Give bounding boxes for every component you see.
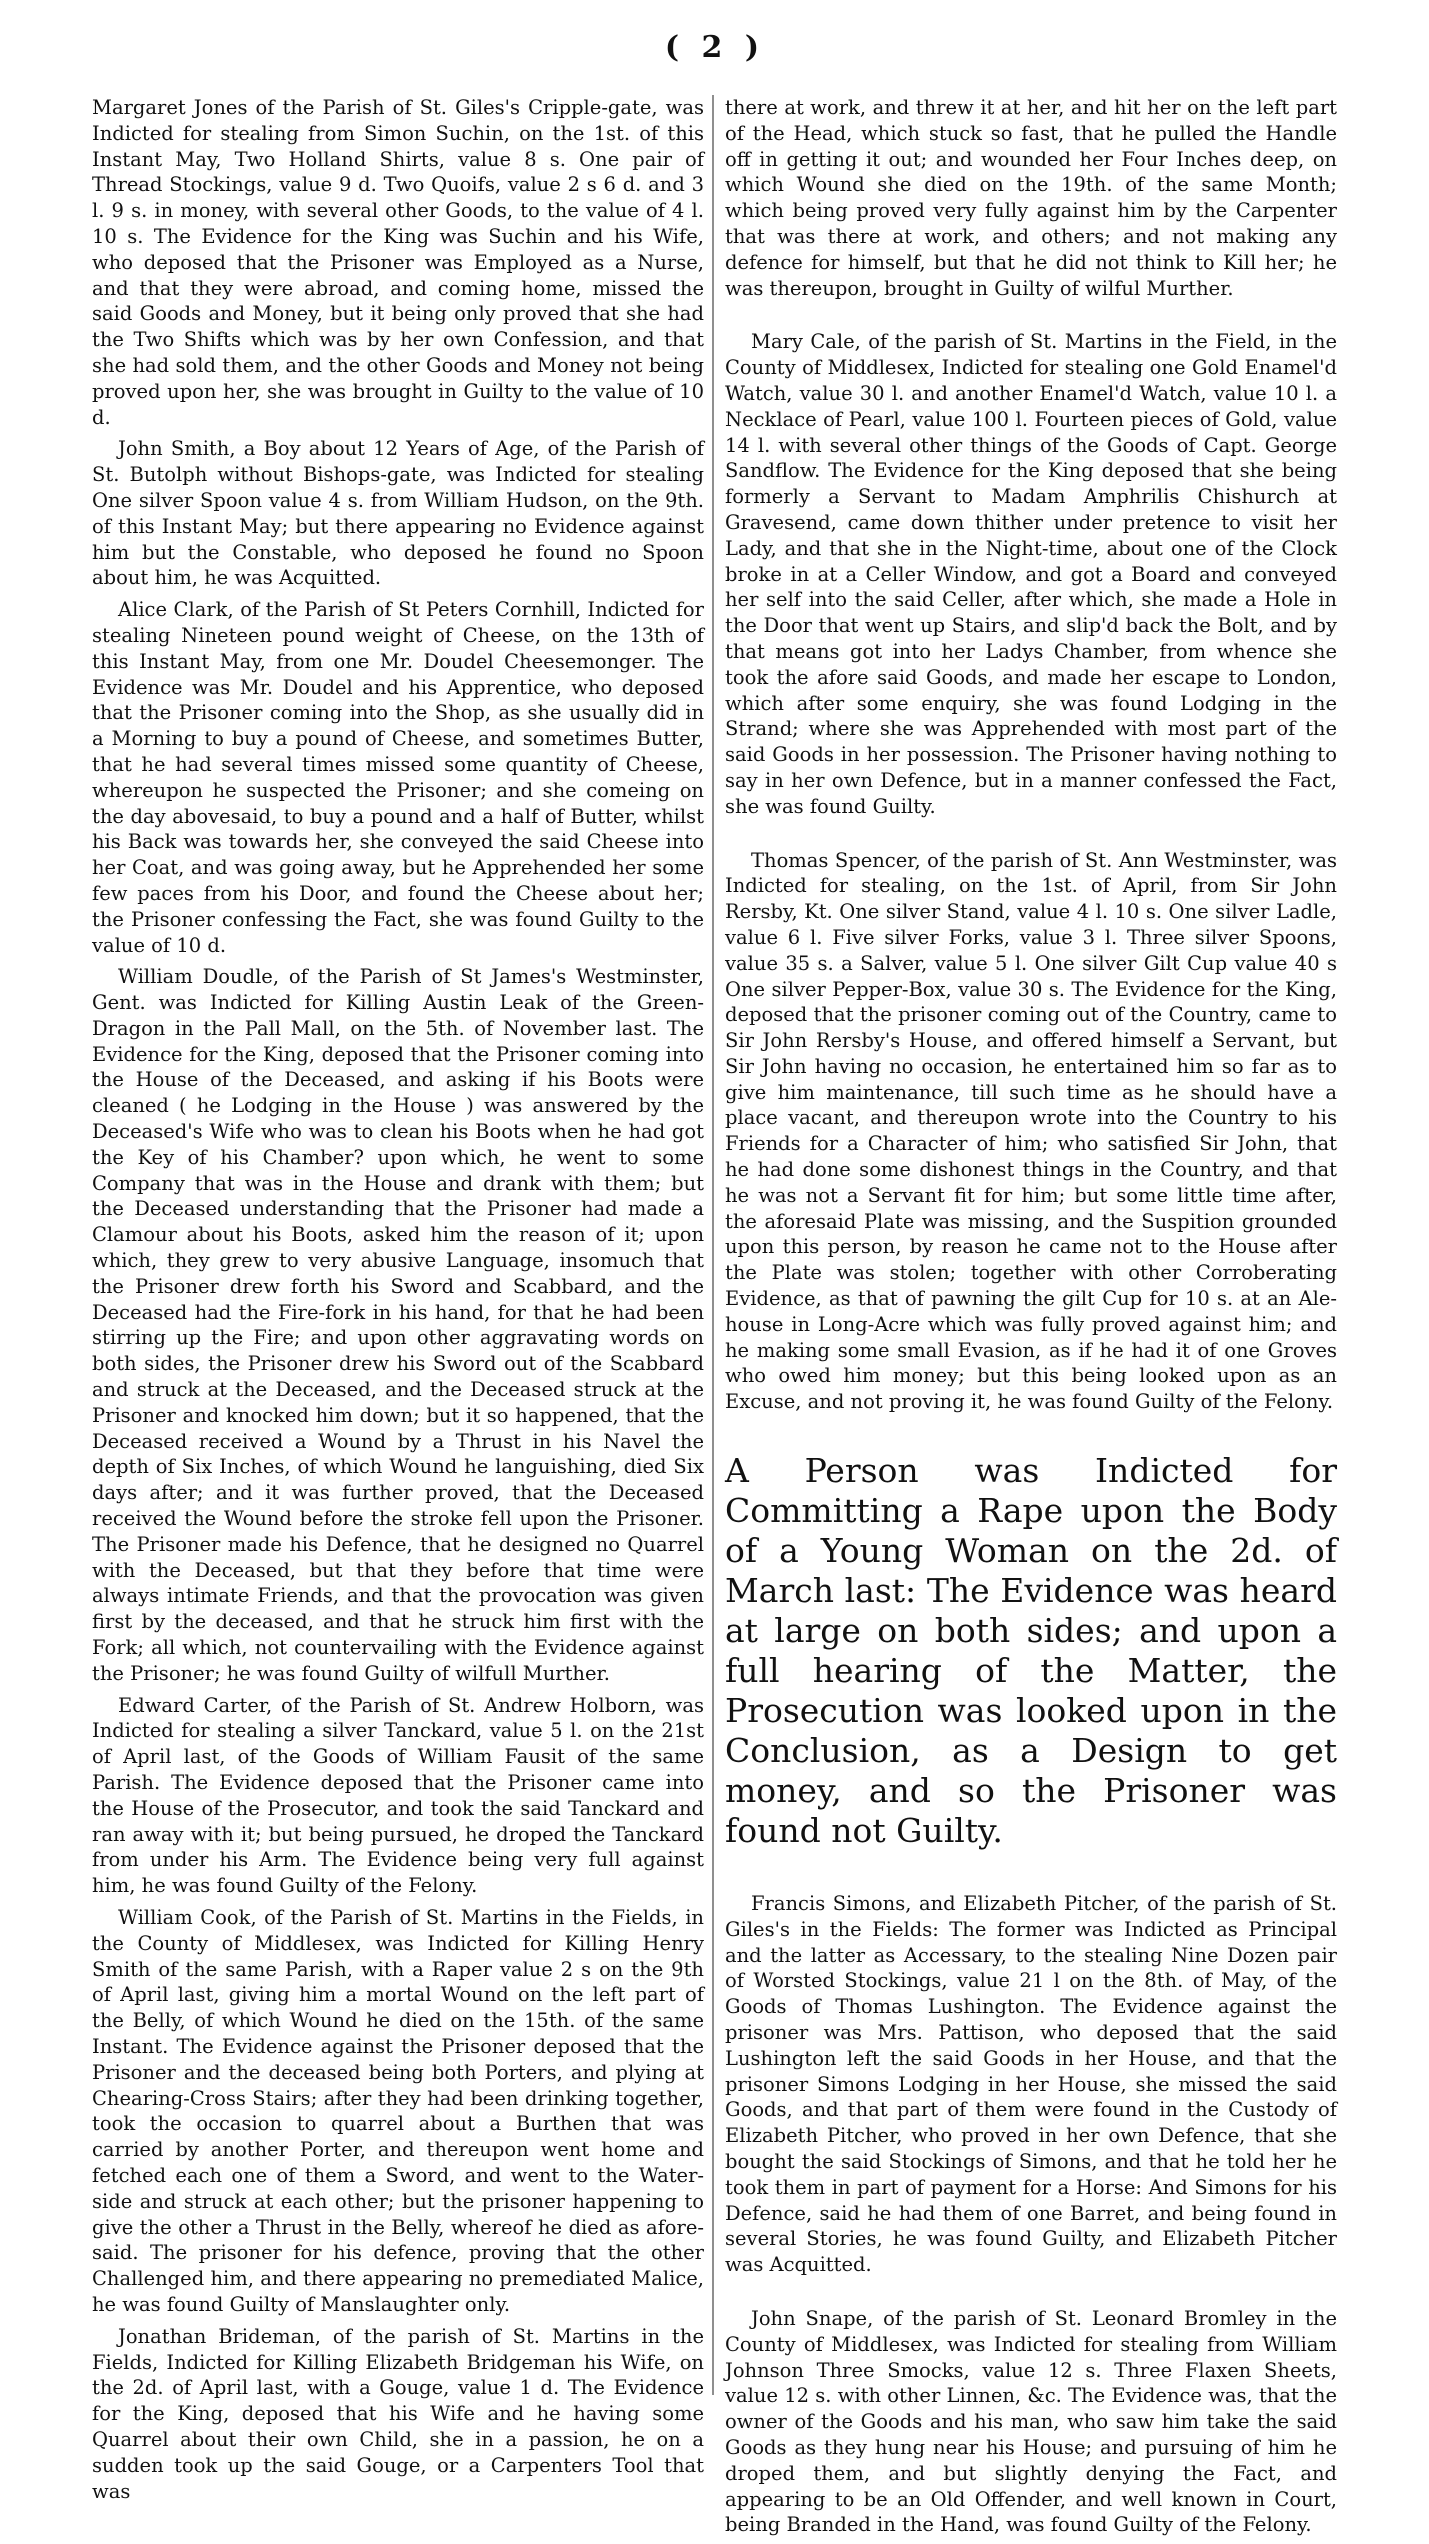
case-paragraph: Margaret Jones of the Parish of St. Giles's Cripple-gate, was Indicted for stealing from Simon Suchin, on the 1st. of this Instant May, Two Holland Shirts, value 8 s. One pair of Thread Stockings, value 9 d. Two Quoifs, value 2 s 6 d. and 3 l. 9 s. in money, with several other Goods, to the value of 4 l. 10 s. The Evidence for the King was Suchin and his Wife, who deposed that the Prisoner was Employed as a Nurse, and that they were abroad, and coming home, missed the said Goods and Money, but it being only proved that she had the Two Shifts which was by her own Confession, and that she had sold them, and the other Goods and Money not being proved upon her, she was brought in Guilty to the value of 10 d. [92,96,704,429]
case-paragraph: Francis Simons, and Elizabeth Pitcher, of the parish of St. Giles's in the Fields: The former was Indicted as Principal and the latter as Accessary, to the stealing Nine Dozen pair of Worsted Stockings, value 21 l on the 8th. of May, of the Goods of Thomas Lushington. The Evidence against the prisoner was Mrs. Pattison, who deposed that the said Lushington left the said Goods in her House, and that the prisoner Simons Lodging in her House, she missed the said Goods, and that part of them were found in the Custody of Elizabeth Pitcher, who proved in her own Defence, that she bought the said Stockings of Simons, and that he told her he took them in part of payment for a Horse: And Simons for his Defence, said he had them of one Barret, and being found in several Stories, he was found Guilty, and Elizabeth Pitcher was Acquitted. [725,1892,1337,2277]
case-paragraph: Mary Cale, of the parish of St. Martins in the Field, in the County of Middlesex, Indicted for stealing one Gold Enamel'd Watch, value 30 l. and another Enamel'd Watch, value 10 l. a Necklace of Pearl, value 100 l. Fourteen pieces of Gold, value 14 l. with several other things of the Goods of Capt. George Sandflow. The Evidence for the King deposed that she being formerly a Servant to Madam Amphrilis Chishurch at Gravesend, came down thither under pretence to visit her Lady, and that she in the Night-time, about one of the Clock broke in at a Celler Window, and got a Board and conveyed her self into the said Celler, after which, she made a Hole in the Door that went up Stairs, and slip'd back the Bolt, and by that means got into her Ladys Chamber, from whence she took the afore said Goods, and made her escape to London, which after some enquiry, she was found Lodging in the Strand; where she was Apprehended with most part of the said Goods in her possession. The Prisoner having nothing to say in her own Defence, but in a manner confessed the Fact, she was found Guilty. [725,330,1337,818]
case-paragraph: Edward Carter, of the Parish of St. Andrew Holborn, was Indicted for stealing a silver Tanckard, value 5 l. on the 21st of April last, of the Goods of William Fausit of the same Parish. The Evidence deposed that the Prisoner came into the House of the Prosecutor, and took the said Tanckard and ran away with it; but being pursued, he droped the Tanckard from under his Arm. The Evidence being very full against him, he was found Guilty of the Felony. [92,1693,704,1898]
case-paragraph: Thomas Spencer, of the parish of St. Ann Westminster, was Indicted for stealing, on the 1st. of April, from Sir John Rersby, Kt. One silver Stand, value 4 l. 10 s. One silver Ladle, value 6 l. Five silver Forks, value 3 l. Three silver Spoons, value 35 s. a Salver, value 5 l. One silver Gilt Cup value 40 s One silver Pepper-Box, value 30 s. The Evidence for the King, deposed that the prisoner coming out of the Country, came to Sir John Rersby's House, and offered himself a Servant, but Sir John having no occasion, he entertained him so far as to give him maintenance, till such time as he should have a place vacant, and thereupon wrote into the Country to his Friends for a Character of him; who satisfied Sir John, that he had done some dishonest things in the Country, and that he was not a Servant fit for him; but some little time after, the aforesaid Plate was missing, and the Suspition grounded upon this person, by reason he came not to the House after the Plate was stolen; together with other Corroberating Evidence, as that of pawning the gilt Cup for 10 s. at an Ale-house in Long-Acre which was fully proved against him; and he making some small Evasion, as if he had it of one Groves who owed him money; but this being looked upon as an Excuse, and not proving it, he was found Guilty of the Felony. [725,848,1337,1414]
right-column [725,95,1337,2544]
notice-paragraph: A Person was Indicted for Committing a Rape upon the Body of a Young Woman on the 2d. of March last: The Evidence was heard at large on both sides; and upon a full hearing of the Matter, the Prosecution was looked upon in the Conclusion, as a Design to get money, and so the Prisoner was found not Guilty. [725,1451,1337,1851]
case-paragraph: Alice Clark, of the Parish of St Peters Cornhill, Indicted for stealing Nineteen pound weight of Cheese, on the 13th of this Instant May, from one Mr. Doudel Cheesemonger. The Evidence was Mr. Doudel and his Apprentice, who deposed that the Prisoner coming into the Shop, as she usually did in a Morning to buy a pound of Cheese, and sometimes Butter, that he had several times missed some quantity of Cheese, whereupon he suspected the Prisoner; and she comeing on the day abovesaid, to buy a pound and a half of Butter, whilst his Back was towards her, she conveyed the said Cheese into her Coat, and was going away, but he Apprehended her some few paces from his Door, and found the Cheese about her; the Prisoner confessing the Fact, she was found Guilty to the value of 10 d. [92,598,704,957]
case-paragraph: William Doudle, of the Parish of St James's Westminster, Gent. was Indicted for Killing Austin Leak of the Green-Dragon in the Pall Mall, on the 5th. of November last. The Evidence for the King, deposed that the Prisoner coming into the House of the Deceased, and asking if his Boots were cleaned ( he Lodging in the House ) was answered by the Deceased's Wife who was to clean his Boots when he had got the Key of his Chamber? upon which, he went to some Company that was in the House and drank with them; but the Deceased understanding that the Prisoner had made a Clamour about his Boots, asked him the reason of it; upon which, they grew to very abusive Language, insomuch that the Prisoner drew forth his Sword and Scabbard, and the Deceased had the Fire-fork in his hand, for that he had been stirring up the Fire; and upon other aggravating words on both sides, the Prisoner drew his Sword out of the Scabbard and struck at the Deceased, and the Deceased struck at the Prisoner and knocked him down; but it so happened, that the Deceased received a Wound by a Thrust in his Navel the depth of Six Inches, of which Wound he languishing, died Six days after; and it was further proved, that the Deceased received the Wound before the stroke fell upon the Prisoner. The Prisoner made his Defence, that he designed no Quarrel with the Deceased, but that they before that time were always intimate Friends, and that the provocation was given first by the deceased, and that he struck him first with the Fork; all which, not countervailing with the Evidence against the Prisoner; he was found Guilty of wilfull Murther. [92,965,704,1685]
case-continuation: there at work, and threw it at her, and hit her on the left part of the Head, which stuck so fast, that he pulled the Handle off in getting it out; and wounded her Four Inches deep, on which Wound she died on the 19th. of the same Month; which being proved very fully against him by the Carpenter that was there at work, and others; and not making any defence for himself, but that he did not think to Kill her; he was thereupon, brought in Guilty of wilful Murther. [725,96,1337,300]
column-divider [712,95,714,2395]
case-paragraph: Jonathan Brideman, of the parish of St. Martins in the Fields, Indicted for Killing Elizabeth Bridgeman his Wife, on the 2d. of April last, with a Gouge, value 1 d. The Evidence for the King, deposed that his Wife and he having some Quarrel about their own Child, she in a passion, he on a sudden took up the said Gouge, or a Carpenters Tool that was [92,2324,704,2503]
case-paragraph: John Smith, a Boy about 12 Years of Age, of the Parish of St. Butolph without Bishops-gate, was Indicted for stealing One silver Spoon value 4 s. from William Hudson, on the 9th. of this Instant May; but there appearing no Evidence against him but the Constable, who deposed he found no Spoon about him, he was Acquitted. [92,437,704,590]
page-number: ( 2 ) [664,30,766,65]
case-paragraph: William Cook, of the Parish of St. Martins in the Fields, in the County of Middlesex, was Indicted for Killing Henry Smith of the same Parish, with a Raper value 2 s on the 9th of April last, giving him a mortal Wound on the left part of the Belly, of which Wound he died on the 15th. of the same Instant. The Evidence against the Prisoner deposed that the Prisoner and the deceased being both Porters, and plying at Chearing-Cross Stairs; after they had been drinking together, took the occasion to quarrel about a Burthen that was carried by another Porter, and thereupon went home and fetched each one of them a Sword, and went to the Water-side and struck at each other; but the prisoner happening to give the other a Thrust in the Belly, whereof he died as afore-said. The prisoner for his defence, proving that the other Challenged him, and there appearing no premediated Malice, he was found Guilty of Manslaughter only. [92,1905,704,2316]
left-column [92,95,704,2510]
case-paragraph: John Snape, of the parish of St. Leonard Bromley in the County of Middlesex, was Indicted for stealing from William Johnson Three Smocks, value 12 s. Three Flaxen Sheets, value 12 s. with other Linnen, &c. The Evidence was, that the owner of the Goods and his man, who saw him take the said Goods as they hung near his House; and pursuing of him he droped them, and but slightly denying the Fact, and appearing to be an Old Offender, and well known in Court, being Branded in the Hand, was found Guilty of the Felony. [725,2307,1337,2537]
